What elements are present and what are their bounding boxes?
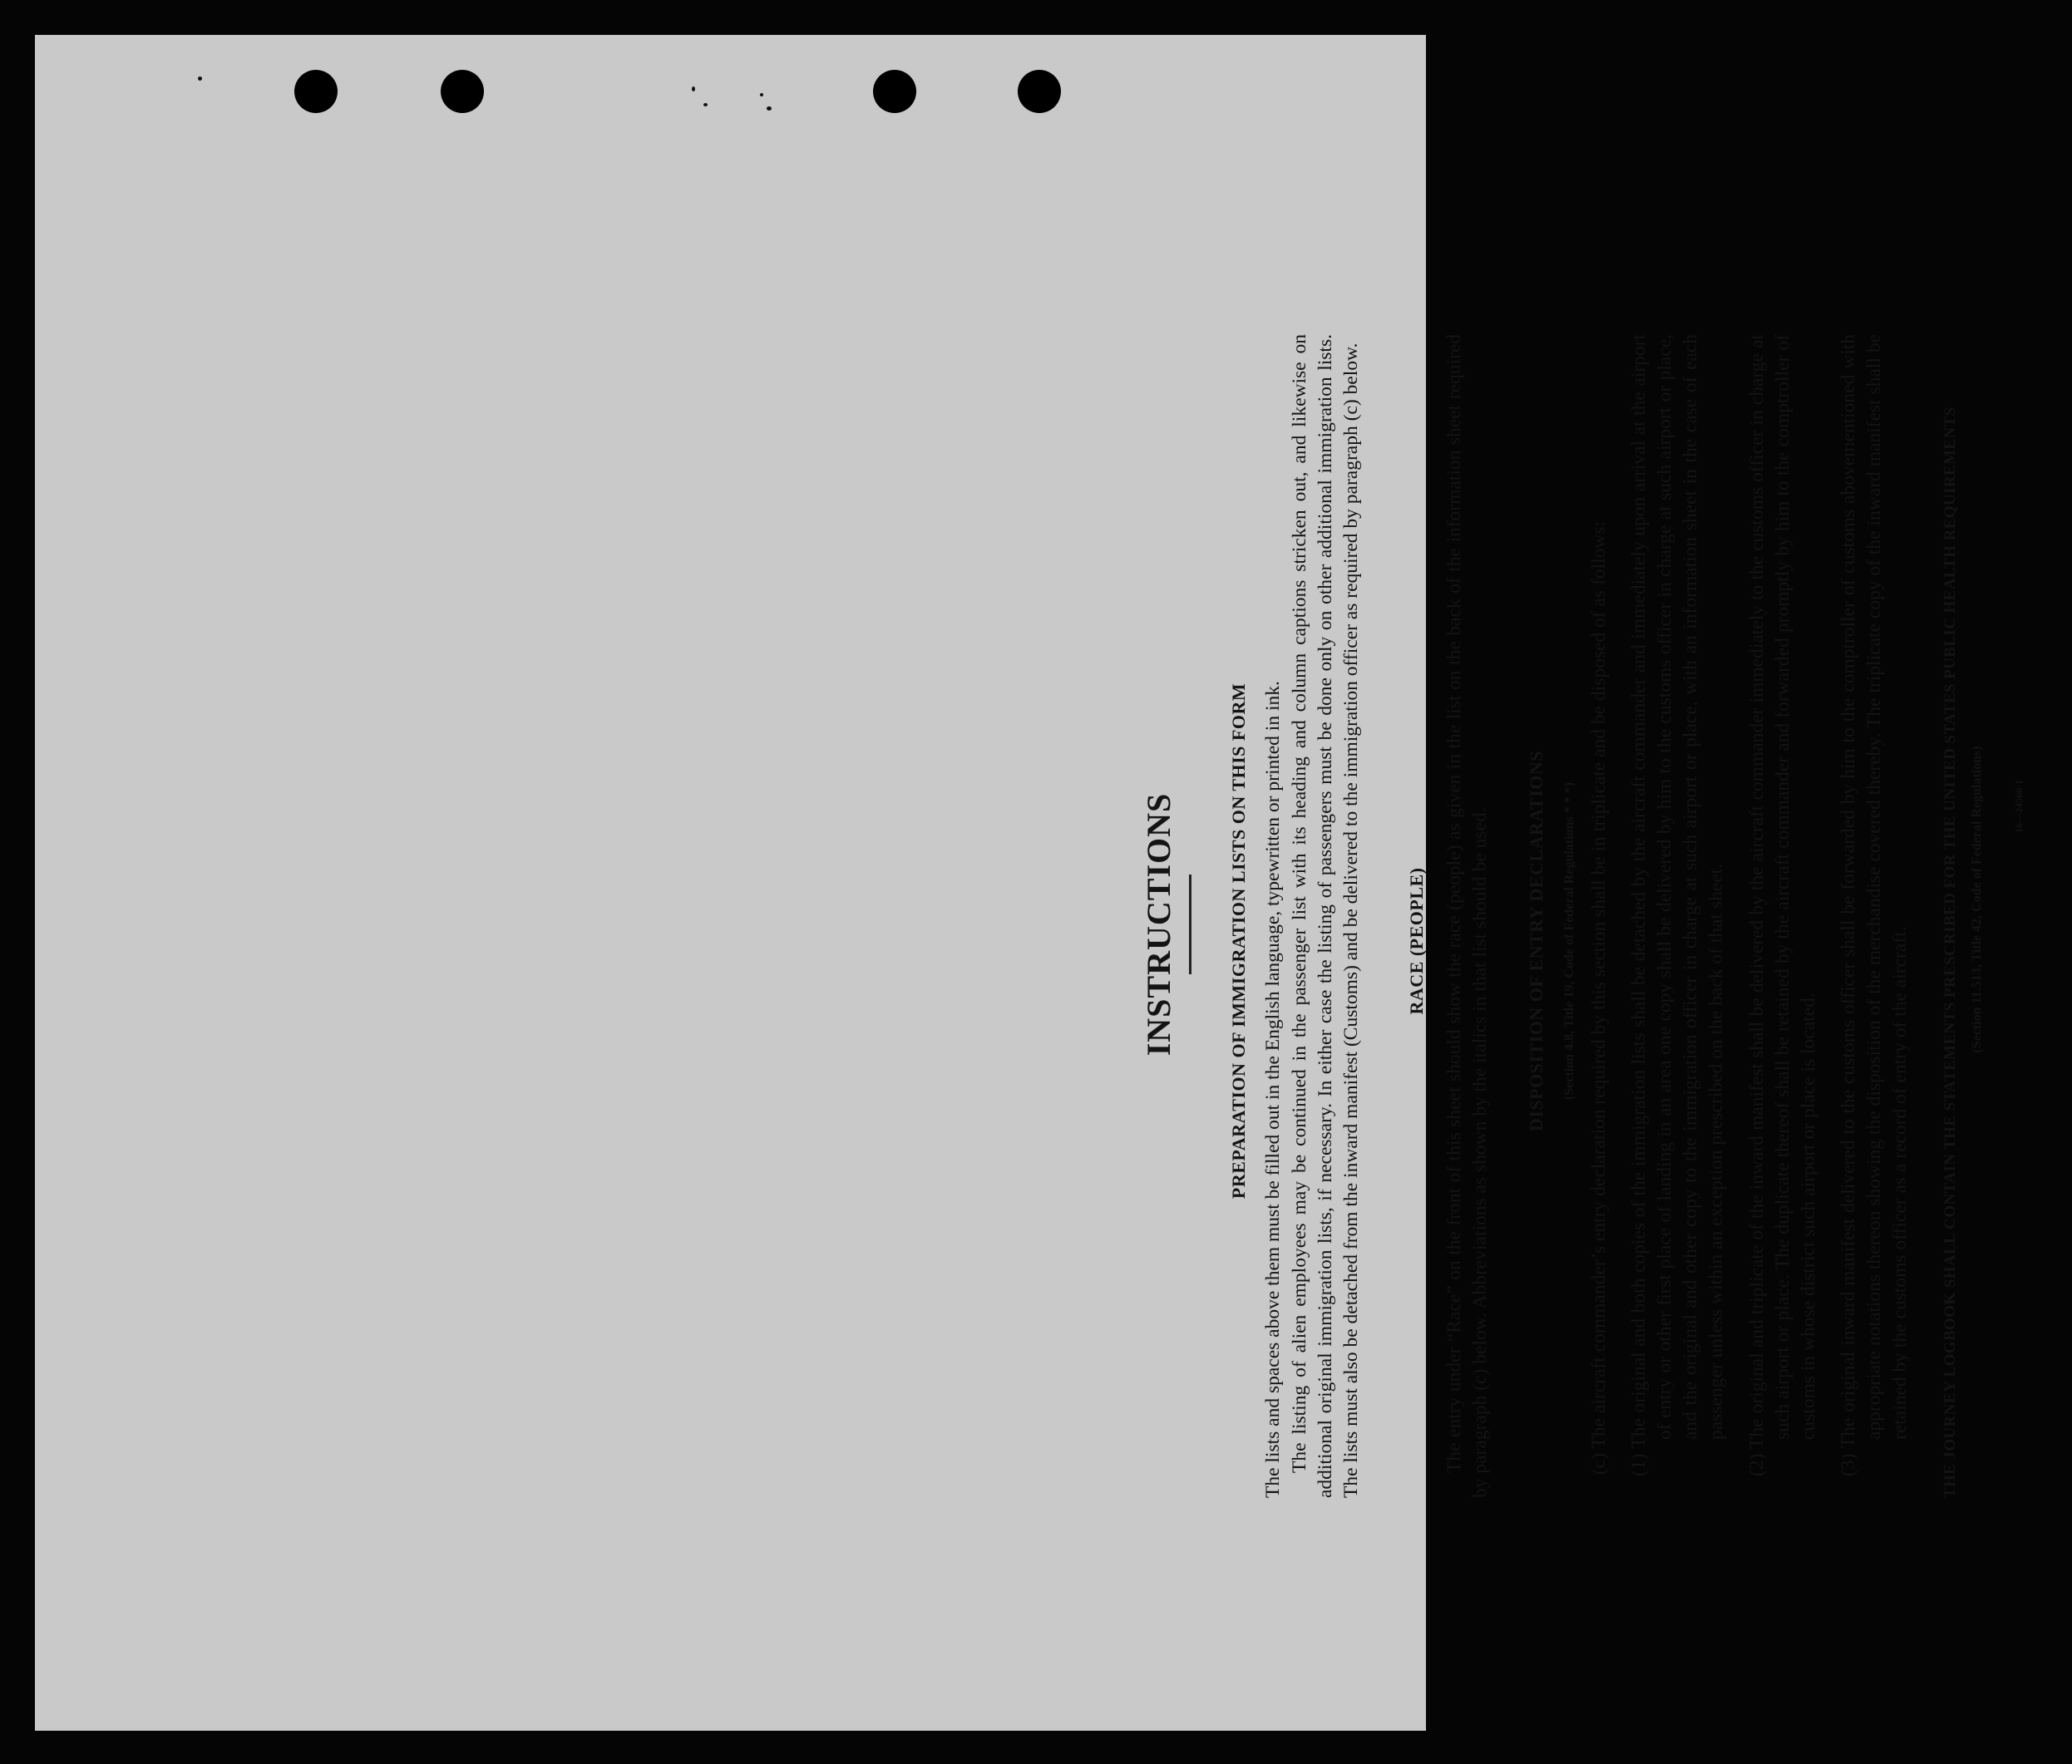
section-heading-race: RACE (PEOPLE) [1406,867,1427,1015]
paragraph-preparation-2: The listing of alien employees may be continued in the passenger list with its heading and column captions stricken out, and likewise on additional original immigration lists, if necessary. In either case the listing of passengers must be done only on other additional immigration lists. The lists must also be detached from the inward manifest (Customs) and be delivered to the immigration officer as required by paragraph (c) below. [1289,334,1362,1498]
scan-speck [767,106,772,111]
punch-hole [441,70,484,113]
scan-speck [760,93,763,96]
section-heading-disposition: DISPOSITION OF ENTRY DECLARATIONS [1526,750,1547,1132]
scan-speck [198,76,202,81]
punch-hole [873,70,916,113]
instructions-content [1140,334,2072,1631]
public-health-citation: (Section 11.513, Title 42, Code of Federal Regulations) [1970,746,1984,1053]
punch-hole [1018,70,1061,113]
paragraph-preparation-1: The lists and spaces above them must be filled out in the English language, typewritten or printed in ink. [1262,681,1284,1498]
title-rule [1189,875,1191,974]
section-heading-preparation: PREPARATION OF IMMIGRATION LISTS ON THIS FORM [1228,682,1249,1200]
disposition-citation: (Section 4.8, Title 19, Code of Federal Regulations * * *) [1562,781,1576,1101]
scanned-page [35,35,2025,1731]
disposition-item-3: (3) The original inward manifest delivered to the customs officer shall be forwarded by him to the comptroller of customs abovementioned with appropriate notations thereon showing the disposition of the merchandise covered thereby. The triplicate copy of the inward manifest shall be retained by the customs officer as a record of entry of the aircraft. [1838,334,1911,1476]
scan-speck [692,86,695,91]
page-title: INSTRUCTIONS [1140,792,1177,1057]
scan-speck [703,103,708,106]
punch-hole [294,70,338,113]
disposition-item-2: (2) The original and triplicate of the inward manifest shall be delivered by the aircraft commander immediately to the customs officer in charge at such airport or place. The duplicate thereof shall be retained by the aircraft commander and forwarded promptly by him to the comptroller of customs in whose district such airport or place is located. [1746,334,1819,1476]
disposition-item-1: (1) The original and both copies of the immigration lists shall be detached by the aircraft commander and immediately upon arrival at the airport of entry or other first place of landing in an area one copy shall be delivered by him to the customs officer in charge at such airport or place, and the original and other copy to the immigration officer in charge at such airport or place, with an information sheet in the case of each passenger unless within an exception prescribed on the back of that sheet. [1628,334,1727,1476]
public-health-statement: THE JOURNEY LOGBOOK SHALL CONTAIN THE STATEMENTS PRESCRIBED FOR THE UNITED STATES PUBLIC HEALTH REQUIREMENTS [1941,407,1959,1498]
paragraph-race: The entry under “Race” on the front of this sheet should show the race (people) as given in the list on the back of the information sheet required by paragraph (c) below. Abbreviations as shown by the italics in that list should be used. [1443,334,1491,1498]
disposition-intro: (c) The aircraft commander’s entry declaration required by this section shall be in triplicate and be disposed of as follows: [1588,521,1610,1475]
form-code: 16—24560-1 [2013,780,2025,833]
